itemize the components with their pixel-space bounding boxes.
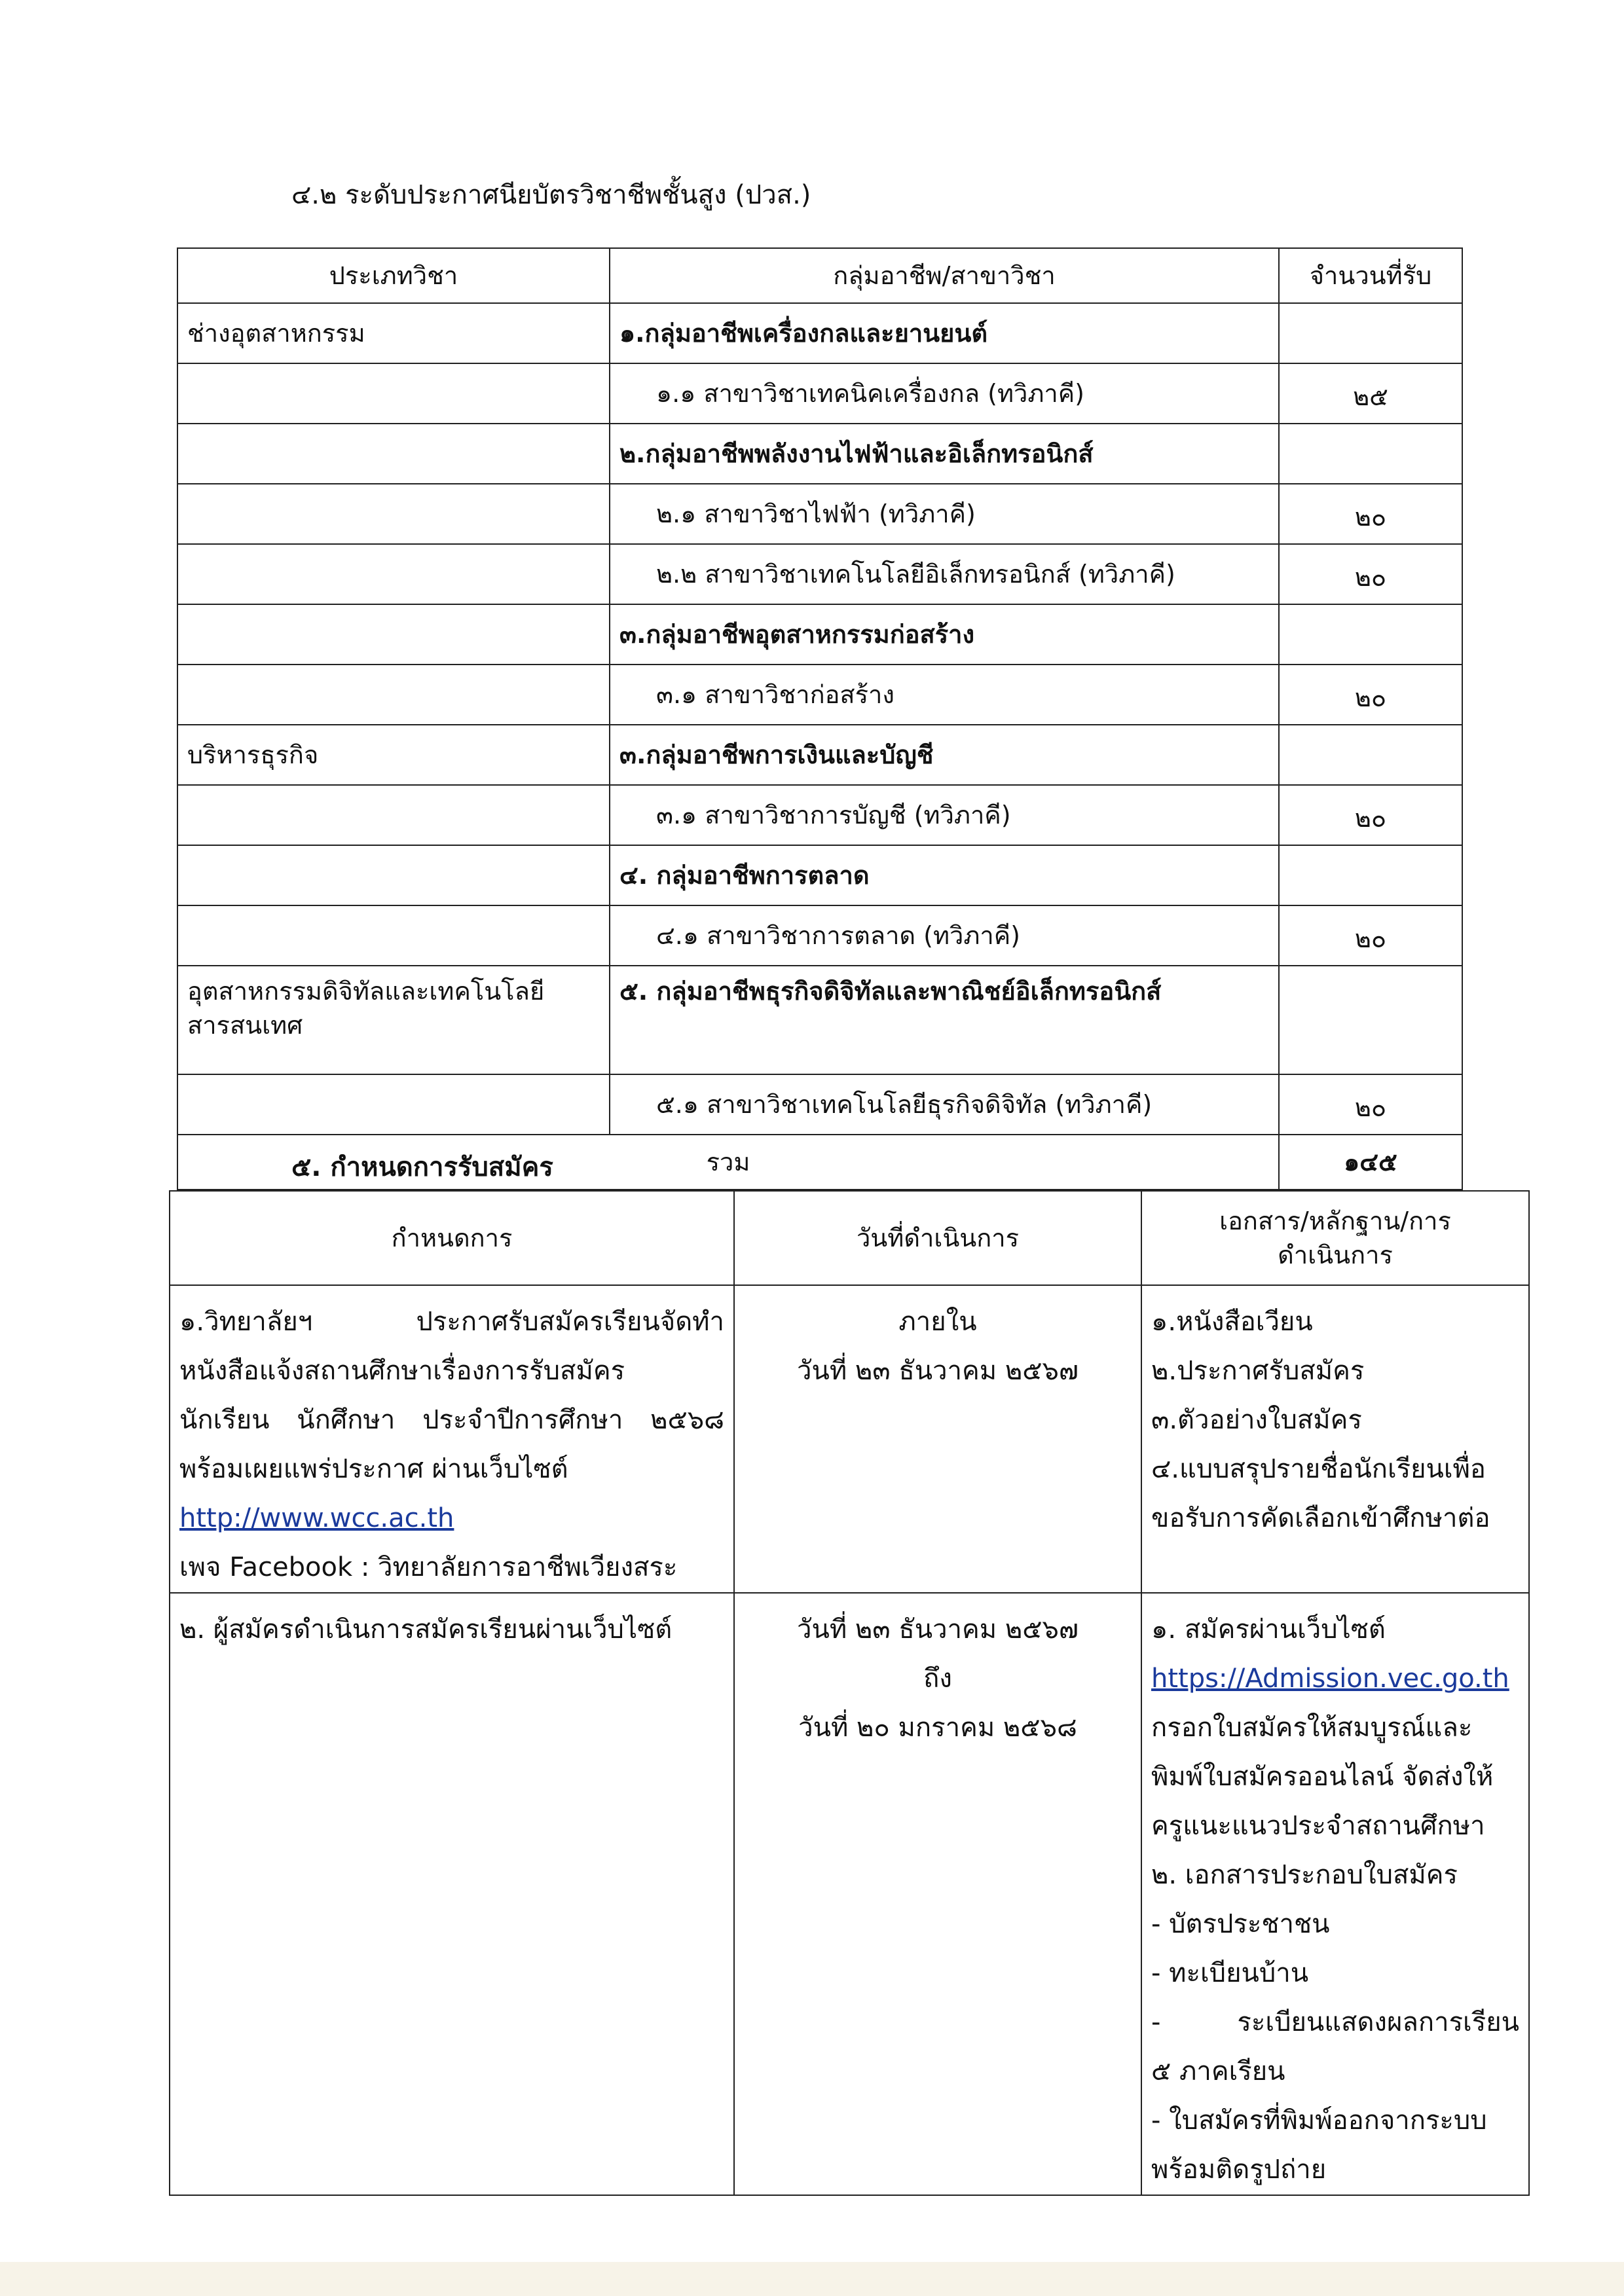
program-group-cell: ๔. กลุ่มอาชีพการตลาด bbox=[610, 845, 1279, 905]
table-row bbox=[177, 424, 1462, 484]
section-5-heading: ๕. กำหนดการรับสมัคร bbox=[291, 1152, 553, 1182]
schedule-header-row bbox=[170, 1191, 1529, 1285]
table-row bbox=[177, 665, 1462, 725]
type-cell: ช่างอุตสาหกรรม bbox=[177, 303, 610, 363]
quantity-cell bbox=[1279, 725, 1462, 785]
header-schedule: กำหนดการ bbox=[170, 1191, 734, 1285]
program-group-cell: ๒.กลุ่มอาชีพพลังงานไฟฟ้าและอิเล็กทรอนิกส์ bbox=[610, 424, 1279, 484]
type-cell bbox=[177, 785, 610, 845]
table-row bbox=[177, 845, 1462, 905]
header-quantity: จำนวนที่รับ bbox=[1279, 248, 1462, 303]
quota-table bbox=[177, 247, 1463, 1190]
header-documents-line: เอกสาร/หลักฐาน/การ bbox=[1219, 1207, 1451, 1235]
table-row bbox=[177, 905, 1462, 966]
program-cell: ๔.๑ สาขาวิชาการตลาด (ทวิภาคี) bbox=[610, 905, 1279, 966]
type-line: สารสนเทศ bbox=[187, 1011, 303, 1040]
type-cell bbox=[177, 604, 610, 665]
header-date: วันที่ดำเนินการ bbox=[734, 1191, 1141, 1285]
table-row bbox=[177, 725, 1462, 785]
header-type: ประเภทวิชา bbox=[177, 248, 610, 303]
type-line: อุตสาหกรรมดิจิทัลและเทคโนโลยี bbox=[187, 977, 545, 1006]
program-group-cell: ๓.กลุ่มอาชีพอุตสาหกรรมก่อสร้าง bbox=[610, 604, 1279, 665]
date-line: วันที่ ๒๓ ธันวาคม ๒๕๖๗ bbox=[797, 1614, 1079, 1645]
schedule-line: ๑.วิทยาลัยฯ ประกาศรับสมัครเรียนจัดทำ bbox=[179, 1307, 724, 1337]
type-cell bbox=[177, 544, 610, 604]
header-documents-line: ดำเนินการ bbox=[1278, 1241, 1393, 1269]
document-line: ๓.ตัวอย่างใบสมัคร bbox=[1151, 1405, 1362, 1435]
table-row bbox=[170, 1593, 1529, 2195]
admission-website-link[interactable]: https://Admission.vec.go.th bbox=[1151, 1664, 1509, 1694]
document-line: ๑. สมัครผ่านเว็บไซต์ bbox=[1151, 1614, 1386, 1645]
document-line: ครูแนะแนวประจำสถานศึกษา bbox=[1151, 1811, 1485, 1841]
program-cell: ๒.๒ สาขาวิชาเทคโนโลยีอิเล็กทรอนิกส์ (ทวิภาคี) bbox=[610, 544, 1279, 604]
table-row bbox=[177, 604, 1462, 665]
program-group-cell: ๕. กลุ่มอาชีพธุรกิจดิจิทัลและพาณิชย์อิเล็กทรอนิกส์ bbox=[610, 966, 1279, 1074]
document-line: - ทะเบียนบ้าน bbox=[1151, 1958, 1309, 1988]
documents-cell bbox=[1141, 1593, 1529, 2195]
quantity-cell bbox=[1279, 303, 1462, 363]
table-row bbox=[177, 1074, 1462, 1135]
type-cell bbox=[177, 484, 610, 544]
type-cell bbox=[177, 845, 610, 905]
quota-header-row bbox=[177, 248, 1462, 303]
date-cell bbox=[734, 1285, 1141, 1593]
type-cell bbox=[177, 966, 610, 1074]
document-line: ๑.หนังสือเวียน bbox=[1151, 1307, 1313, 1337]
document-line: กรอกใบสมัครให้สมบูรณ์และ bbox=[1151, 1713, 1473, 1743]
quantity-cell: ๒๐ bbox=[1279, 665, 1462, 725]
type-cell bbox=[177, 363, 610, 424]
table-row bbox=[177, 363, 1462, 424]
section-42-heading: ๔.๒ ระดับประกาศนียบัตรวิชาชีพชั้นสูง (ปวส.) bbox=[291, 180, 811, 210]
scan-bottom-edge bbox=[0, 2262, 1624, 2296]
quantity-cell bbox=[1279, 604, 1462, 665]
table-row bbox=[177, 303, 1462, 363]
table-row bbox=[177, 484, 1462, 544]
date-line: ภายใน bbox=[898, 1307, 977, 1337]
date-line: วันที่ ๒๐ มกราคม ๒๕๖๘ bbox=[798, 1713, 1077, 1743]
schedule-cell bbox=[170, 1593, 734, 2195]
total-label: รวม bbox=[177, 1135, 1279, 1190]
schedule-line: ๒. ผู้สมัครดำเนินการสมัครเรียนผ่านเว็บไซต์ bbox=[179, 1614, 673, 1645]
facebook-page-text: เพจ Facebook : วิทยาลัยการอาชีพเวียงสระ bbox=[179, 1552, 678, 1582]
quantity-cell bbox=[1279, 845, 1462, 905]
document-line: - ใบสมัครที่พิมพ์ออกจากระบบ bbox=[1151, 2105, 1487, 2136]
quantity-cell: ๒๐ bbox=[1279, 484, 1462, 544]
program-cell: ๑.๑ สาขาวิชาเทคนิคเครื่องกล (ทวิภาคี) bbox=[610, 363, 1279, 424]
quantity-cell bbox=[1279, 966, 1462, 1074]
quantity-cell: ๒๐ bbox=[1279, 1074, 1462, 1135]
document-line: ๒.ประกาศรับสมัคร bbox=[1151, 1356, 1365, 1386]
program-group-cell: ๑.กลุ่มอาชีพเครื่องกลและยานยนต์ bbox=[610, 303, 1279, 363]
quantity-cell: ๒๐ bbox=[1279, 544, 1462, 604]
type-cell bbox=[177, 424, 610, 484]
program-cell: ๕.๑ สาขาวิชาเทคโนโลยีธุรกิจดิจิทัล (ทวิภาคี) bbox=[610, 1074, 1279, 1135]
program-group-cell: ๓.กลุ่มอาชีพการเงินและบัญชี bbox=[610, 725, 1279, 785]
date-cell bbox=[734, 1593, 1141, 2195]
document-line: ๒. เอกสารประกอบใบสมัคร bbox=[1151, 1860, 1458, 1890]
schedule-table bbox=[169, 1190, 1530, 2196]
program-cell: ๓.๑ สาขาวิชาก่อสร้าง bbox=[610, 665, 1279, 725]
date-line: วันที่ ๒๓ ธันวาคม ๒๕๖๗ bbox=[797, 1356, 1079, 1386]
documents-cell bbox=[1141, 1285, 1529, 1593]
document-line: - บัตรประชาชน bbox=[1151, 1909, 1330, 1939]
quantity-cell: ๒๐ bbox=[1279, 785, 1462, 845]
table-row bbox=[177, 785, 1462, 845]
schedule-line: หนังสือแจ้งสถานศึกษาเรื่องการรับสมัคร bbox=[179, 1356, 625, 1386]
document-line: ๕ ภาคเรียน bbox=[1151, 2056, 1285, 2086]
header-documents bbox=[1141, 1191, 1529, 1285]
schedule-cell bbox=[170, 1285, 734, 1593]
header-program: กลุ่มอาชีพ/สาขาวิชา bbox=[610, 248, 1279, 303]
type-cell bbox=[177, 1074, 610, 1135]
program-cell: ๒.๑ สาขาวิชาไฟฟ้า (ทวิภาคี) bbox=[610, 484, 1279, 544]
type-cell bbox=[177, 665, 610, 725]
total-value: ๑๔๕ bbox=[1279, 1135, 1462, 1190]
document-line: - ระเบียนแสดงผลการเรียน bbox=[1151, 2007, 1519, 2037]
college-website-link[interactable]: http://www.wcc.ac.th bbox=[179, 1503, 454, 1533]
quantity-cell: ๒๐ bbox=[1279, 905, 1462, 966]
schedule-line: นักเรียน นักศึกษา ประจำปีการศึกษา ๒๕๖๘ bbox=[179, 1405, 724, 1435]
quantity-cell: ๒๕ bbox=[1279, 363, 1462, 424]
type-cell: บริหารธุรกิจ bbox=[177, 725, 610, 785]
table-row bbox=[177, 544, 1462, 604]
type-cell bbox=[177, 905, 610, 966]
quantity-cell bbox=[1279, 424, 1462, 484]
document-line: พิมพ์ใบสมัครออนไลน์ จัดส่งให้ bbox=[1151, 1762, 1494, 1792]
document-line: ขอรับการคัดเลือกเข้าศึกษาต่อ bbox=[1151, 1503, 1490, 1533]
date-line: ถึง bbox=[923, 1664, 952, 1694]
table-row bbox=[177, 966, 1462, 1074]
document-line: พร้อมติดรูปถ่าย bbox=[1151, 2155, 1327, 2185]
schedule-line: พร้อมเผยแพร่ประกาศ ผ่านเว็บไซต์ bbox=[179, 1454, 568, 1484]
table-row bbox=[170, 1285, 1529, 1593]
program-cell: ๓.๑ สาขาวิชาการบัญชี (ทวิภาคี) bbox=[610, 785, 1279, 845]
document-line: ๔.แบบสรุปรายชื่อนักเรียนเพื่อ bbox=[1151, 1454, 1486, 1484]
